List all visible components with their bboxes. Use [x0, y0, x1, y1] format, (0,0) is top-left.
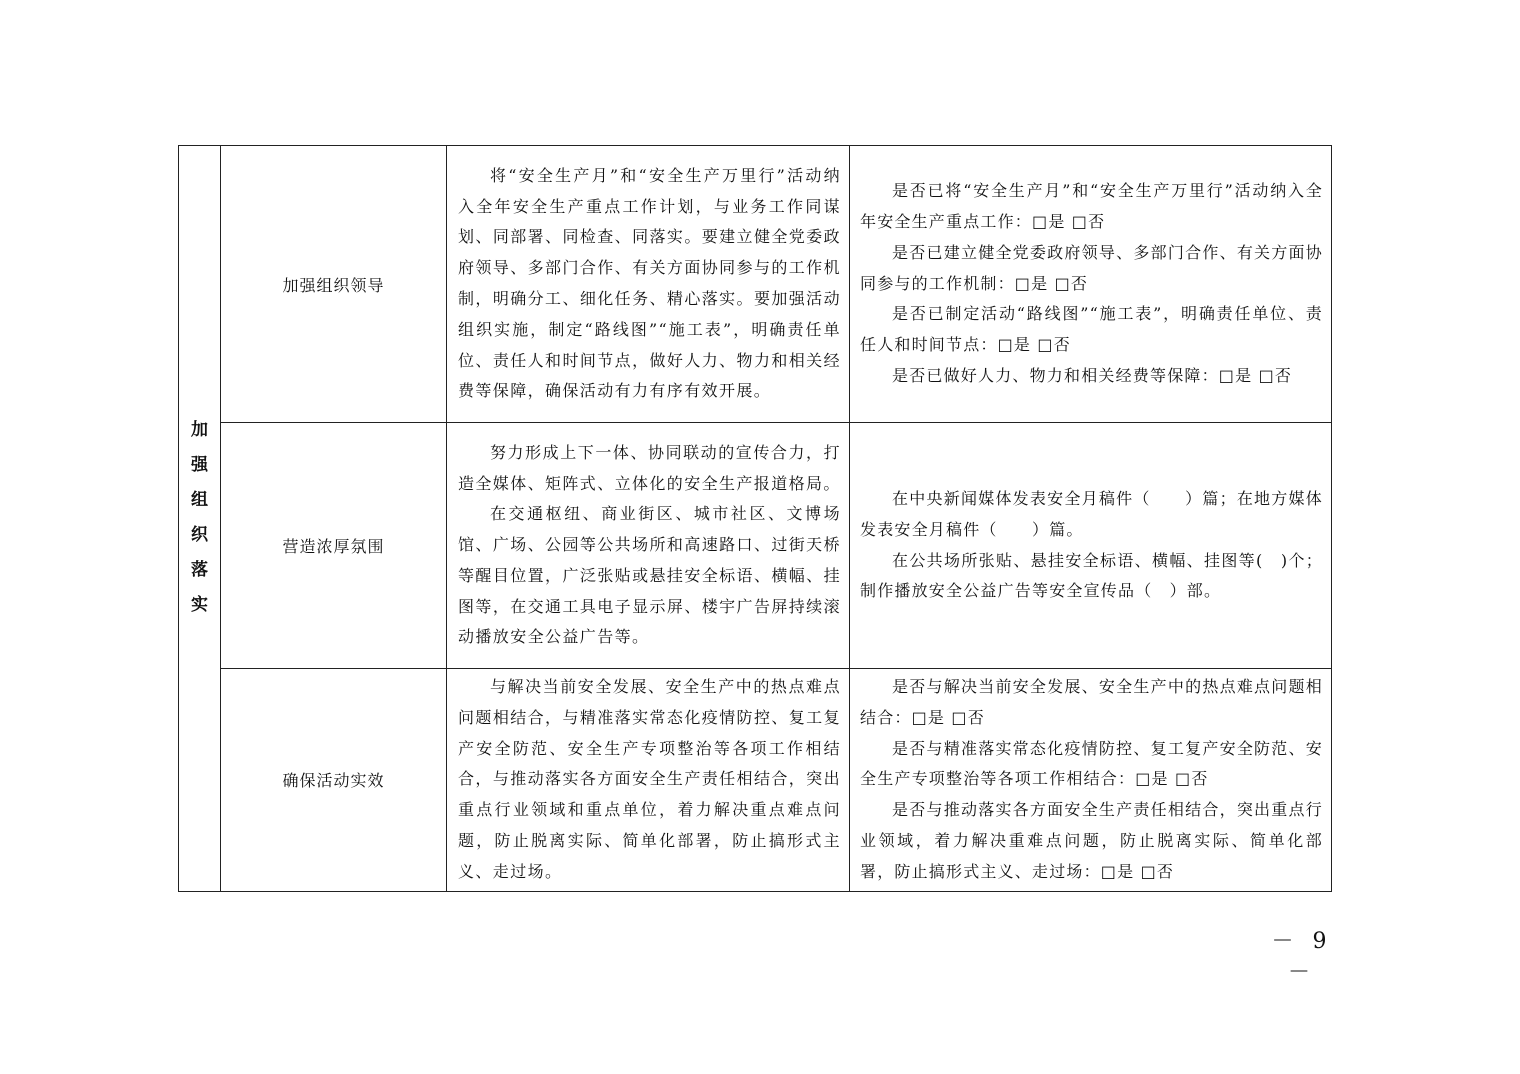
- category-cell: [179, 146, 221, 892]
- check-paragraph: 是否与解决当前安全发展、安全生产中的热点难点问题相结合：□是 □否: [860, 677, 1323, 727]
- check-paragraph: 是否已将“安全生产月”和“安全生产万里行”活动纳入全年安全生产重点工作：□是 □否: [860, 181, 1323, 231]
- table-row: [179, 146, 1332, 423]
- requirement-paragraph: 在交通枢纽、商业街区、城市社区、文博场馆、广场、公园等公共场所和高速路口、过街天桥等醒目位置，广泛张贴或悬挂安全标语、横幅、挂图等，在交通工具电子显示屏、楼宇广告屏持续滚动播放安全公益广告等。: [458, 504, 841, 647]
- table-row: [179, 423, 1332, 669]
- checklist-table: [178, 145, 1332, 892]
- item-cell: [221, 423, 447, 669]
- item-cell: [221, 146, 447, 423]
- table-row: [179, 669, 1332, 892]
- item-label: 营造浓厚氛围: [282, 537, 385, 556]
- check-paragraph: 在中央新闻媒体发表安全月稿件（ ）篇；在地方媒体发表安全月稿件（ ）篇。: [860, 488, 1323, 539]
- page-number: － 9 －: [1271, 929, 1333, 985]
- requirement-cell: [447, 423, 850, 669]
- category-label: 加强组织落实: [191, 420, 208, 616]
- check-paragraph: 是否已做好人力、物力和相关经费等保障：□是 □否: [892, 365, 1293, 385]
- requirement-cell: [447, 146, 850, 423]
- check-paragraph: 是否已建立健全党委政府领导、多部门合作、有关方面协同参与的工作机制：□是 □否: [860, 242, 1323, 293]
- check-paragraph: 是否已制定活动“路线图”“施工表”，明确责任单位、责任人和时间节点：□是 □否: [860, 304, 1323, 355]
- check-cell: [850, 146, 1332, 423]
- check-paragraph: 是否与推动落实各方面安全生产责任相结合，突出重点行业领域，着力解决重难点问题，防止脱离实际、简单化部署，防止搞形式主义、走过场：□是 □否: [860, 800, 1323, 881]
- requirement-paragraph: 与解决当前安全发展、安全生产中的热点难点问题相结合，与精准落实常态化疫情防控、复工复产安全防范、安全生产专项整治等各项工作相结合，与推动落实各方面安全生产责任相结合，突出重点行业领域和重点单位，着力解决重点难点问题，防止脱离实际、简单化部署，防止搞形式主义、走过场。: [458, 677, 841, 881]
- item-label: 确保活动实效: [282, 771, 385, 791]
- item-label: 加强组织领导: [282, 275, 385, 295]
- requirement-cell: [447, 669, 850, 892]
- check-cell: [850, 423, 1332, 669]
- check-paragraph: 是否与精准落实常态化疫情防控、复工复产安全防范、安全生产专项整治等各项工作相结合：□是 □否: [860, 738, 1323, 789]
- requirement-paragraph: 将“安全生产月”和“安全生产万里行”活动纳入全年安全生产重点工作计划，与业务工作同谋划、同部署、同检查、同落实。要建立健全党委政府领导、多部门合作、有关方面协同参与的工作机制，明确分工、细化任务、精心落实。要加强活动组织实施，制定“路线图”“施工表”，明确责任单位、责任人和时间节点，做好人力、物力和相关经费等保障，确保活动有力有序有效开展。: [458, 165, 841, 401]
- check-paragraph: 在公共场所张贴、悬挂安全标语、横幅、挂图等( )个；制作播放安全公益广告等安全宣传品（ ）部。: [860, 550, 1323, 601]
- requirement-paragraph: 努力形成上下一体、协同联动的宣传合力，打造全媒体、矩阵式、立体化的安全生产报道格局。: [458, 442, 841, 493]
- check-cell: [850, 669, 1332, 892]
- item-cell: [221, 669, 447, 892]
